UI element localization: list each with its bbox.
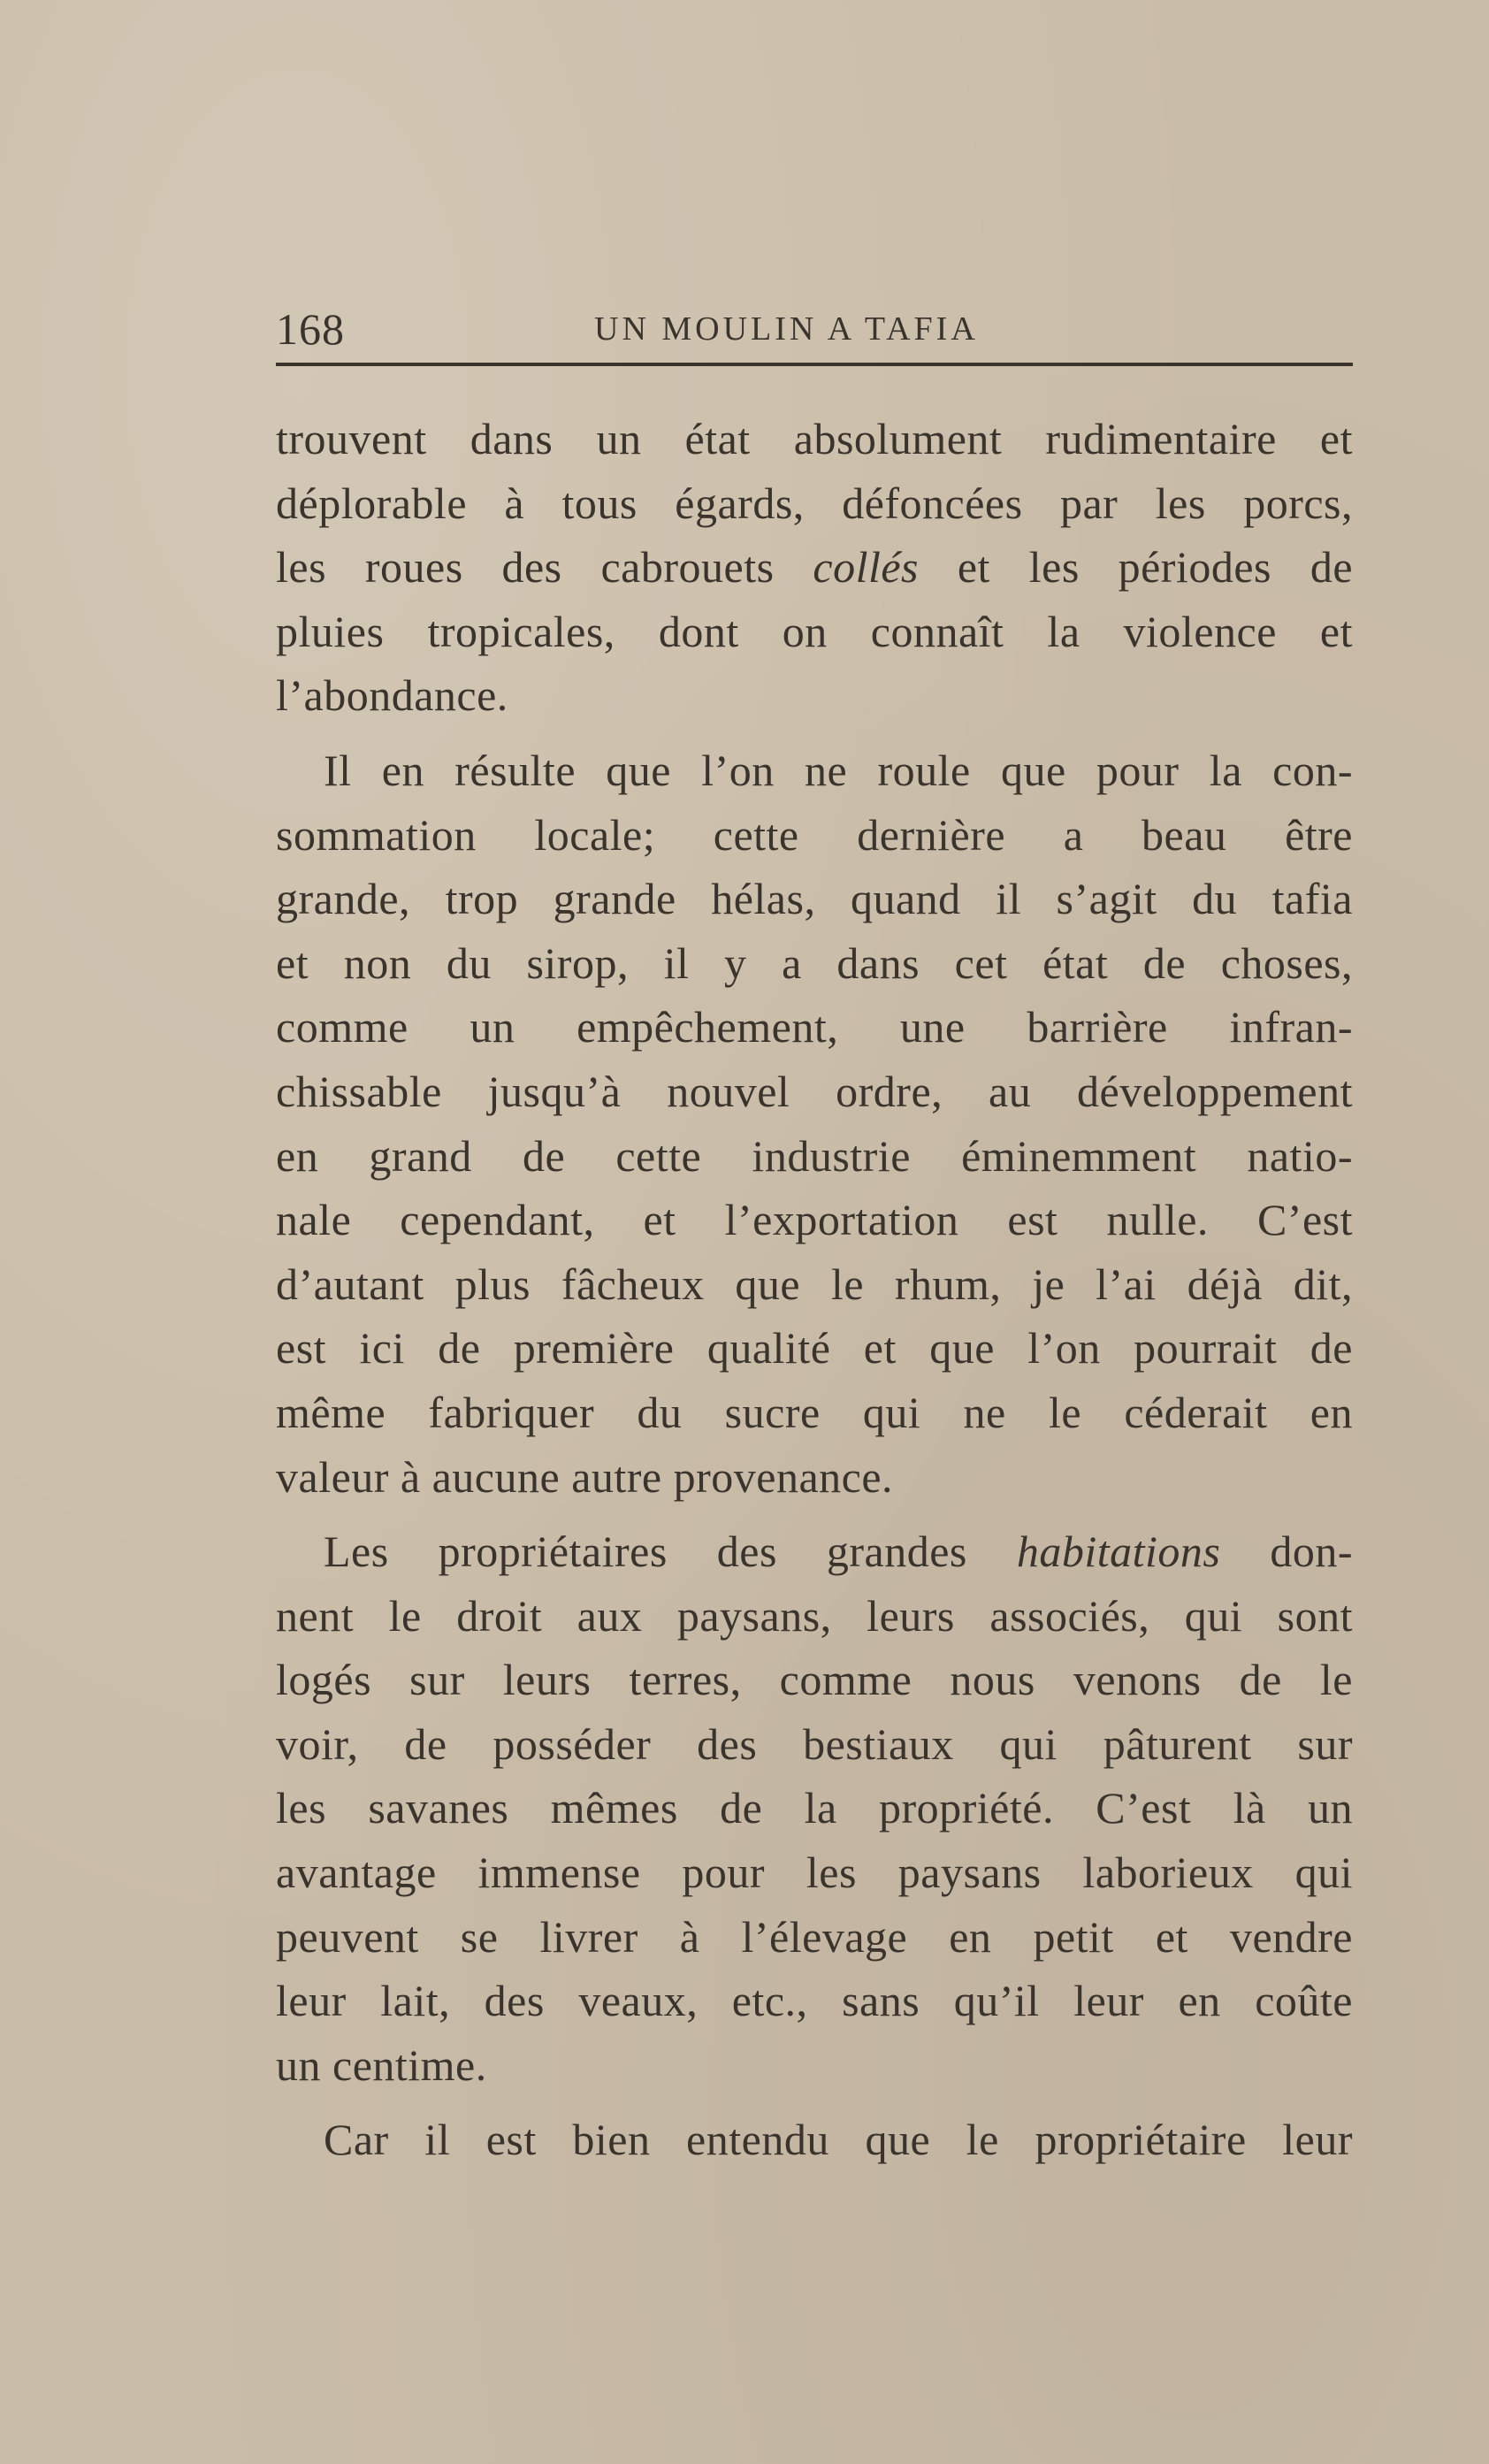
text-line: l’abondance. — [276, 670, 508, 721]
text-fragment: Les propriétaires des grandes — [324, 1527, 967, 1577]
paragraph-2 — [276, 738, 1353, 1509]
text-line: comme un empêchement, une barrière infran- — [276, 1002, 1353, 1052]
text-line: sommation locale; cette dernière a beau être — [276, 809, 1353, 860]
italic-word: collés — [813, 542, 920, 593]
paragraph-4 — [276, 2108, 1353, 2172]
page-number: 168 — [276, 304, 345, 354]
body-text — [276, 407, 1353, 2183]
paragraph-1 — [276, 407, 1353, 728]
text-line: nent le droit aux paysans, leurs associés, qui sont — [276, 1590, 1353, 1641]
page-header — [276, 294, 1353, 364]
text-line: en grand de cette industrie éminemment natio- — [276, 1130, 1353, 1181]
text-line: même fabriquer du sucre qui ne le céderait en — [276, 1387, 1353, 1437]
text-fragment: don- — [1270, 1527, 1354, 1577]
paragraph-3 — [276, 1519, 1353, 2097]
italic-word: habitations — [1016, 1527, 1221, 1577]
text-fragment: les roues des cabrouets — [276, 542, 775, 593]
text-line: voir, de posséder des bestiaux qui pâturent sur — [276, 1718, 1353, 1769]
text-line: peuvent se livrer à l’élevage en petit et vendre — [276, 1911, 1353, 1962]
running-title: UN MOULIN A TAFIA — [594, 310, 979, 348]
text-line: Il en résulte que l’on ne roule que pour la con- — [324, 745, 1353, 795]
text-fragment: et les périodes de — [957, 542, 1354, 593]
text-line: est ici de première qualité et que l’on pourrait de — [276, 1323, 1353, 1374]
header-rule — [276, 363, 1353, 366]
text-line: d’autant plus fâcheux que le rhum, je l’ai déjà dit, — [276, 1259, 1353, 1309]
text-line: avantage immense pour les paysans laborieux qui — [276, 1848, 1353, 1898]
text-line: trouvent dans un état absolument rudimentaire et — [276, 414, 1353, 463]
text-line: un centime. — [276, 2039, 487, 2090]
text-line: et non du sirop, il y a dans cet état de choses, — [276, 937, 1353, 988]
text-line: chissable jusqu’à nouvel ordre, au développement — [276, 1066, 1353, 1116]
text-line: valeur à aucune autre provenance. — [276, 1451, 894, 1502]
text-line: grande, trop grande hélas, quand il s’agit du tafia — [276, 874, 1353, 924]
text-line — [276, 1519, 1353, 1584]
text-line: leur lait, des veaux, etc., sans qu’il leur en coûte — [276, 1976, 1353, 2026]
text-line: logés sur leurs terres, comme nous venons de le — [276, 1655, 1353, 1705]
text-line: nale cependant, et l’exportation est nulle. C’est — [276, 1195, 1353, 1245]
text-line — [276, 535, 1353, 600]
text-line: pluies tropicales, dont on connaît la violence et — [276, 606, 1353, 656]
text-line: déplorable à tous égards, défoncées par les porcs, — [276, 478, 1353, 528]
text-line: les savanes mêmes de la propriété. C’est là un — [276, 1783, 1353, 1833]
text-line: Car il est bien entendu que le propriétaire leur — [324, 2115, 1353, 2165]
